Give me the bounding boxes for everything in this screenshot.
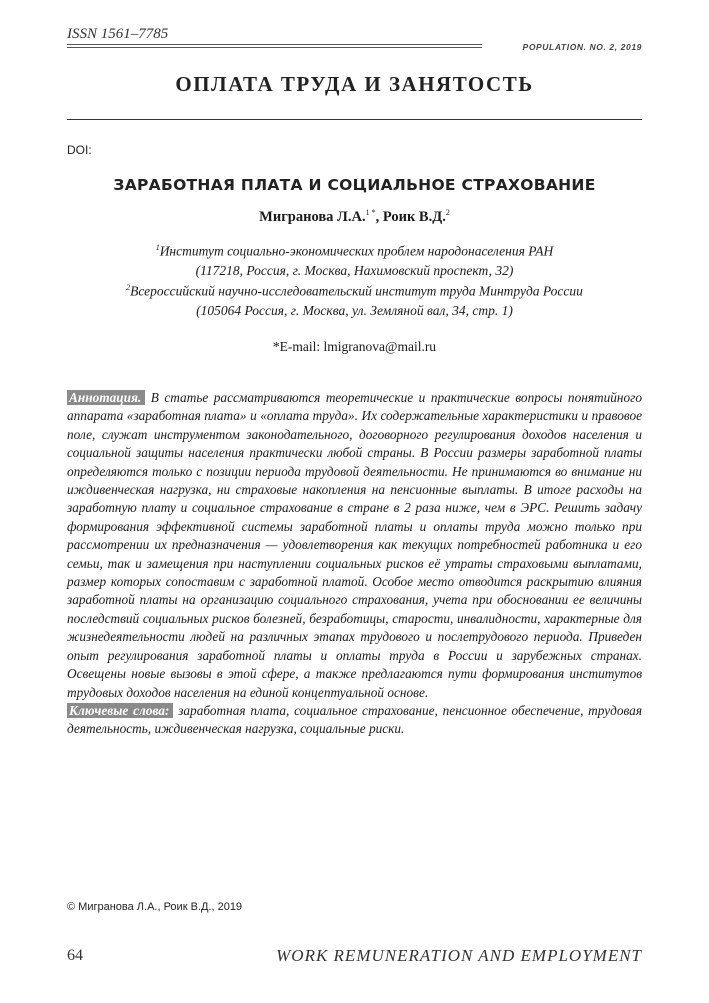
footer-title: WORK REMUNERATION AND EMPLOYMENT xyxy=(276,946,642,965)
author-1-sup: 1 * xyxy=(365,208,376,217)
contact-email: *E-mail: lmigranova@mail.ru xyxy=(272,339,437,354)
affiliation-2-address: (105064 Россия, г. Москва, ул. Земляной вал, 34, стр. 1) xyxy=(196,303,513,318)
affiliation-2-name xyxy=(67,283,642,300)
affiliation-1-sup: 1 xyxy=(155,243,160,252)
affiliation-1-name xyxy=(67,243,642,260)
issn: ISSN 1561–7785 xyxy=(67,26,169,42)
affiliation-2-sup: 2 xyxy=(126,283,131,292)
keywords-paragraph xyxy=(67,702,642,739)
header-rule-bottom xyxy=(67,47,482,48)
author-2: Роик В.Д. xyxy=(382,208,446,225)
page-number: 64 xyxy=(67,947,83,964)
doi-label: DOI: xyxy=(67,143,92,157)
affiliation-2-text: Всероссийский научно-исследовательский институт труда Минтруда России xyxy=(130,283,583,299)
keywords-label: Ключевые слова: xyxy=(67,703,173,718)
affiliation-1-address: (117218, Россия, г. Москва, Нахимовский проспект, 32) xyxy=(195,263,514,278)
affiliation-1-text: Институт социально-экономических проблем народонаселения РАН xyxy=(159,243,554,259)
header-rule-top xyxy=(67,44,482,45)
article-title: ЗАРАБОТНАЯ ПЛАТА И СОЦИАЛЬНОЕ СТРАХОВАНИЕ xyxy=(113,176,596,194)
author-separator: , xyxy=(375,208,383,225)
author-2-sup: 2 xyxy=(445,208,450,217)
keywords-text: заработная плата, социальное страхование, пенсионное обеспечение, трудовая деятельность, иждивенческая нагрузка, социальные риски. xyxy=(67,702,643,737)
abstract-block xyxy=(67,389,642,739)
section-rule xyxy=(67,119,642,120)
abstract-label: Аннотация. xyxy=(67,390,145,405)
copyright: © Мигранова Л.А., Роик В.Д., 2019 xyxy=(67,901,243,913)
author-1: Мигранова Л.А. xyxy=(259,208,366,225)
abstract-text: В статье рассматриваются теоретические и практические вопросы понятийного аппарата «заработная плата» и «оплата труда». Их содержательные характеристики и правовое поле, служат инструментом законодательного, договорного регулирования доходов населения и социальной защиты населения практически любой страны. В России размеры заработной платы определяются только с позиции периода трудовой деятельности. Не принимаются во внимание ни иждивенческая нагрузка, ни страховые накопления на пенсионные выплаты. В итоге расходы на заработную плату и социальное страхование в стране в 2 раза ниже, чем в ЭРС. Решить задачу формирования эффективной системы заработной платы и оплаты труда можно только при рассмотрении их предназначения — удовлетворения как текущих потребностей работника и его семьи, так и замещения при наступлении социальных рисков её утраты страховыми выплатами, размер которых сопоставим с заработной платой. Особое место отводится раскрытию влияния заработной платы на организацию социального страхования, учета при обосновании ее величины последствий социальных рисков болезней, безработицы, старости, инвалидности, характерные для жизнедеятельности людей на различных этапах трудового и послетрудового периода. Приведен опыт регулирования заработной платы и оплаты труда в России и зарубежных странах. Освещены новые вызовы в этой сфере, а также предлагаются пути формирования институтов трудовых доходов населения на единой концептуальной основе. xyxy=(67,390,642,700)
journal-name: POPULATION. NO. 2, 2019 xyxy=(522,42,642,52)
authors xyxy=(67,208,642,226)
section-title: ОПЛАТА ТРУДА И ЗАНЯТОСТЬ xyxy=(175,72,534,96)
abstract-paragraph xyxy=(67,389,642,702)
